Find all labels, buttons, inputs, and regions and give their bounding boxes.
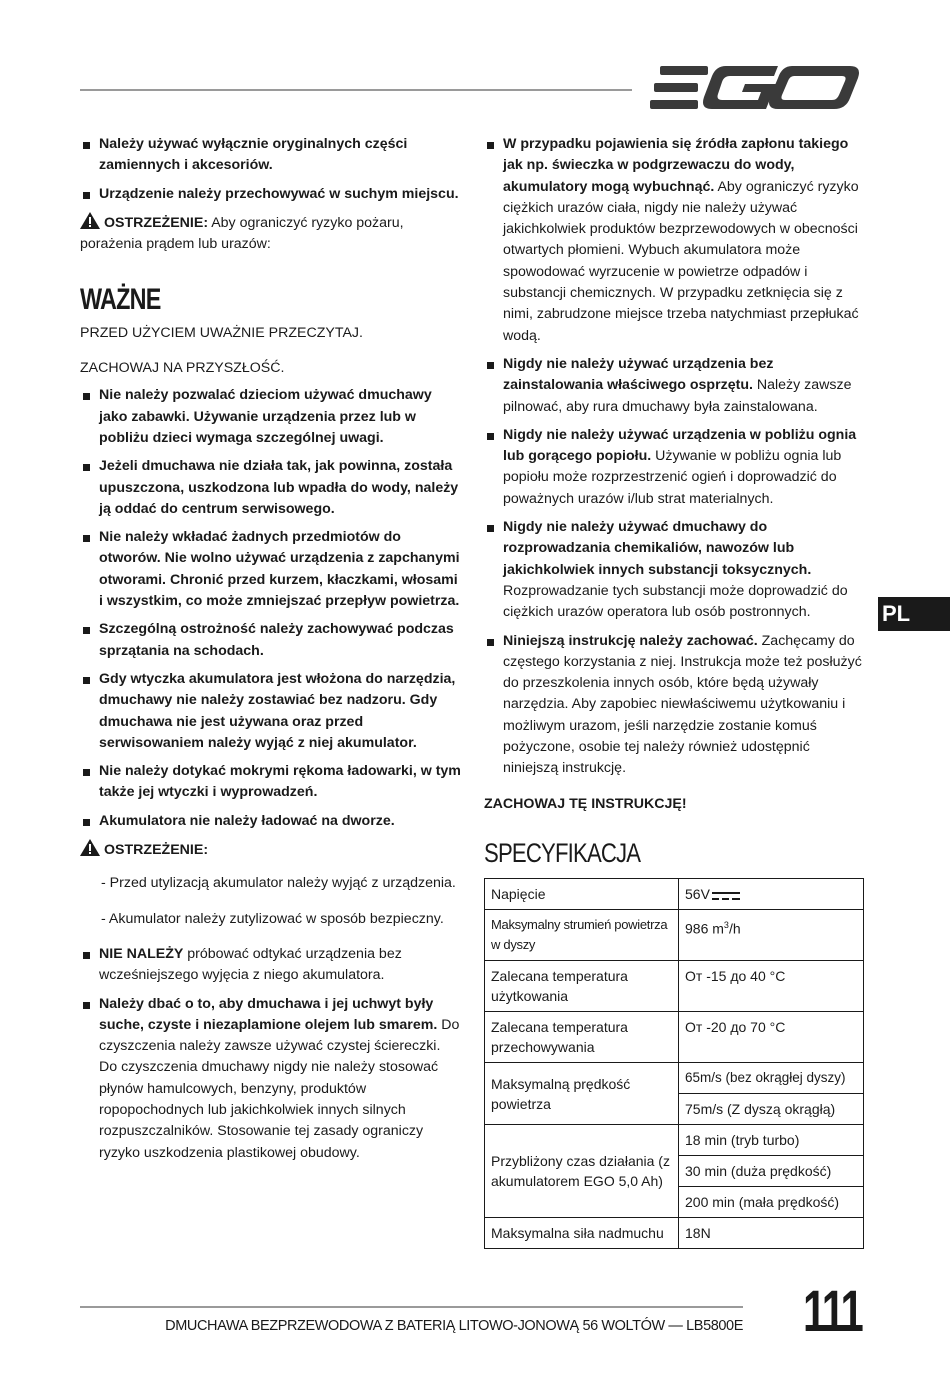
list-item: Akumulatora nie należy ładować na dworze. bbox=[80, 811, 462, 832]
spec-value: 18 min (tryb turbo) bbox=[679, 1125, 864, 1156]
airflow-unit: /h bbox=[728, 920, 741, 937]
footer-rule bbox=[80, 1306, 743, 1308]
list-item-bold: W przypadku pojawienia się źródła zapłonu takiego jak np. świeczka w podgrzewaczu do wody, akumulatory mogą wybuchnąć. bbox=[503, 136, 849, 195]
table-row bbox=[485, 1063, 864, 1094]
bullet-list-safety bbox=[80, 385, 462, 832]
bullet-list-parts bbox=[80, 134, 462, 205]
warning-triangle-icon bbox=[80, 839, 100, 856]
list-item bbox=[484, 425, 864, 510]
save-instructions-note: ZACHOWAJ TĘ INSTRUKCJĘ! bbox=[484, 795, 687, 812]
spec-key: Maksymalny strumień powietrza w dyszy bbox=[485, 910, 679, 961]
list-item-text: Używanie w pobliżu ognia lub popiołu może rozprzestrzenić ogień i doprowadzić do poważnych urazów i/lub strat materialnych. bbox=[503, 448, 842, 507]
keep-note: ZACHOWAJ NA PRZYSZŁOŚĆ. bbox=[80, 360, 285, 377]
spec-key: Napięcie bbox=[485, 879, 679, 910]
list-item: Gdy wtyczka akumulatora jest włożona do narzędzia, dmuchawy nie należy zostawiać bez nadzoru. Gdy dmuchawa nie jest używana oraz przed serwisowaniem należy wyjąć z niej akumulator. bbox=[80, 669, 462, 754]
list-item-text: Do czyszczenia należy zawsze używać czystej ściereczki. Do czyszczenia dmuchawy nigdy nie należy stosować płynów hamulcowych, benzyny, produktów ropopochodnych lub jakichkolwiek innych silnych rozpuszczalników. Stosowanie tej zasady ograniczy ryzyko uszkodzenia plastikowej obudowy. bbox=[99, 1016, 460, 1161]
list-item: Nie należy wkładać żadnych przedmiotów do otworów. Nie wolno używać urządzenia z zapchanymi otworami. Chronić przed kurzem, kłaczkami, włosami i wszystkim, co może zmniejszać przepływ powietrza. bbox=[80, 527, 462, 612]
spec-key: Maksymalną prędkość powietrza bbox=[485, 1063, 679, 1125]
spec-key: Przybliżony czas działania (z akumulatorem EGO 5,0 Ah) bbox=[485, 1125, 679, 1218]
list-item-text: Należy zawsze pilnować, aby rura dmuchawy była zainstalowana. bbox=[503, 377, 852, 415]
spec-key: Zalecana temperatura użytkowania bbox=[485, 961, 679, 1012]
read-note: PRZED UŻYCIEM UWAŻNIE PRZECZYTAJ. bbox=[80, 324, 363, 341]
list-item-text: Rozprowadzanie tych substancji może doprowadzić do ciężkich urazów operatora lub osób postronnych. bbox=[503, 582, 848, 621]
spec-value: 65m/s (bez okrągłej dyszy) bbox=[679, 1063, 864, 1094]
list-item: Nie należy pozwalać dzieciom używać dmuchawy jako zabawki. Używanie urządzenia przez lub w pobliżu dzieci wymaga szczególnej uwagi. bbox=[80, 385, 462, 449]
list-item-text: Aby ograniczyć ryzyko ciężkich urazów ciała, nigdy nie należy używać jakichkolwiek produktów bezprzewodowych w obecności otwartych płomieni. Wybuch akumulatora może spowodować wyrzucenie w powietrze odpadów i substancji chemicznych. W przypadku zetknięcia się z nimi, zabrudzone miejsce trzeba natychmiast przepłukać wodą. bbox=[503, 178, 859, 344]
warning-title: OSTRZEŻENIE: bbox=[104, 214, 209, 231]
bullet-list-fire bbox=[484, 134, 864, 780]
list-item-bold: Nigdy nie należy używać urządzenia w pobliżu ognia lub gorącego popiołu. bbox=[503, 426, 857, 465]
list-item: Szczególną ostrożność należy zachowywać podczas sprzątania na schodach. bbox=[80, 619, 462, 662]
warning-text: Aby ograniczyć ryzyko pożaru, porażenia prądem lub urazów: bbox=[80, 214, 404, 253]
list-item: Urządzenie należy przechowywać w suchym miejscu. bbox=[80, 184, 462, 205]
dc-current-icon bbox=[712, 891, 740, 901]
language-tab-pl: PL bbox=[878, 597, 950, 631]
table-row bbox=[485, 910, 864, 961]
bullet-list-battery bbox=[80, 944, 462, 1164]
dash-item: - Przed utylizacją akumulator należy wyjąć z urządzenia. bbox=[101, 875, 456, 892]
list-item-bold: Nigdy nie należy używać urządzenia bez zainstalowania właściwego osprzętu. bbox=[503, 355, 774, 394]
list-item bbox=[80, 944, 462, 987]
spec-key: Maksymalna siła nadmuchu bbox=[485, 1218, 679, 1249]
spec-value: От -15 до 40 °C bbox=[679, 961, 864, 1012]
ego-logo bbox=[650, 62, 862, 114]
spec-value bbox=[679, 910, 864, 961]
list-item bbox=[484, 517, 864, 623]
list-item: Należy używać wyłącznie oryginalnych części zamiennych i akcesoriów. bbox=[80, 134, 462, 177]
list-item bbox=[484, 134, 864, 347]
warning-triangle-icon bbox=[80, 212, 100, 229]
airflow-value: 986 m bbox=[685, 920, 724, 937]
list-item-text: Zachęcamy do częstego korzystania z niej. Instrukcja może też posłużyć do przeszkolenia innych osób, które będą używały narzędzia. Aby zapobiec niewłaściwemu użytkowaniu i możliwym urazom, jeśli narzędzie zostanie komuś pożyczone, osobie tej należy również udostępnić niniejszą instrukcję. bbox=[503, 632, 862, 777]
list-item-bold: NIE NALEŻY bbox=[99, 945, 184, 962]
list-item-bold: Nigdy nie należy używać dmuchawy do rozprowadzania chemikaliów, nawozów lub jakichkolwiek innych substancji toksycznych. bbox=[503, 519, 812, 578]
table-row bbox=[485, 1218, 864, 1249]
warning-block bbox=[80, 839, 462, 861]
list-item: Jeżeli dmuchawa nie działa tak, jak powinna, została upuszczona, uszkodzona lub wpadła do wody, należy ją oddać do centrum serwisowego. bbox=[80, 456, 462, 520]
page-number: 111 bbox=[803, 1279, 862, 1344]
dash-item: - Akumulator należy zutylizować w sposób bezpieczny. bbox=[101, 910, 444, 927]
list-item: Nie należy dotykać mokrymi rękoma ładowarki, w tym także jej wtyczki i wyprowadzeń. bbox=[80, 761, 462, 804]
list-item bbox=[484, 631, 864, 780]
spec-value: 200 min (mała prędkość) bbox=[679, 1187, 864, 1218]
spec-value: От -20 до 70 °C bbox=[679, 1012, 864, 1063]
list-item bbox=[484, 354, 864, 418]
right-column bbox=[484, 134, 864, 1249]
section-heading-wazne: WAŻNE bbox=[80, 283, 161, 317]
table-row bbox=[485, 879, 864, 910]
list-item bbox=[80, 994, 462, 1164]
header-rule bbox=[80, 89, 632, 91]
table-row bbox=[485, 961, 864, 1012]
spec-key: Zalecana temperatura przechowywania bbox=[485, 1012, 679, 1063]
table-row bbox=[485, 1012, 864, 1063]
spec-value: 75m/s (Z dyszą okrągłą) bbox=[679, 1094, 864, 1125]
voltage-value: 56V bbox=[685, 886, 710, 903]
list-item-bold: Należy dbać o to, aby dmuchawa i jej uchwyt były suche, czyste i niezaplamione olejem lub smarem. bbox=[99, 995, 438, 1033]
spec-value: 30 min (duża prędkość) bbox=[679, 1156, 864, 1187]
section-heading-specyfikacja: SPECYFIKACJA bbox=[484, 837, 641, 868]
list-item-text: próbować odtykać urządzenia bez wcześniejszego wyjęcia z niego akumulatora. bbox=[99, 945, 402, 984]
left-column bbox=[80, 134, 462, 1171]
warning-block bbox=[80, 212, 462, 256]
spec-value: 18N bbox=[679, 1218, 864, 1249]
table-row bbox=[485, 1125, 864, 1156]
list-item-bold: Niniejszą instrukcję należy zachować. bbox=[503, 632, 758, 649]
footer-title: DMUCHAWA BEZPRZEWODOWA Z BATERIĄ LITOWO-JONOWĄ 56 WOLTÓW — LB5800E bbox=[165, 1318, 743, 1334]
warning-title: OSTRZEŻENIE: bbox=[104, 842, 209, 859]
spec-table bbox=[484, 878, 864, 1249]
spec-value bbox=[679, 879, 864, 910]
airflow-sup: 3 bbox=[723, 920, 729, 931]
